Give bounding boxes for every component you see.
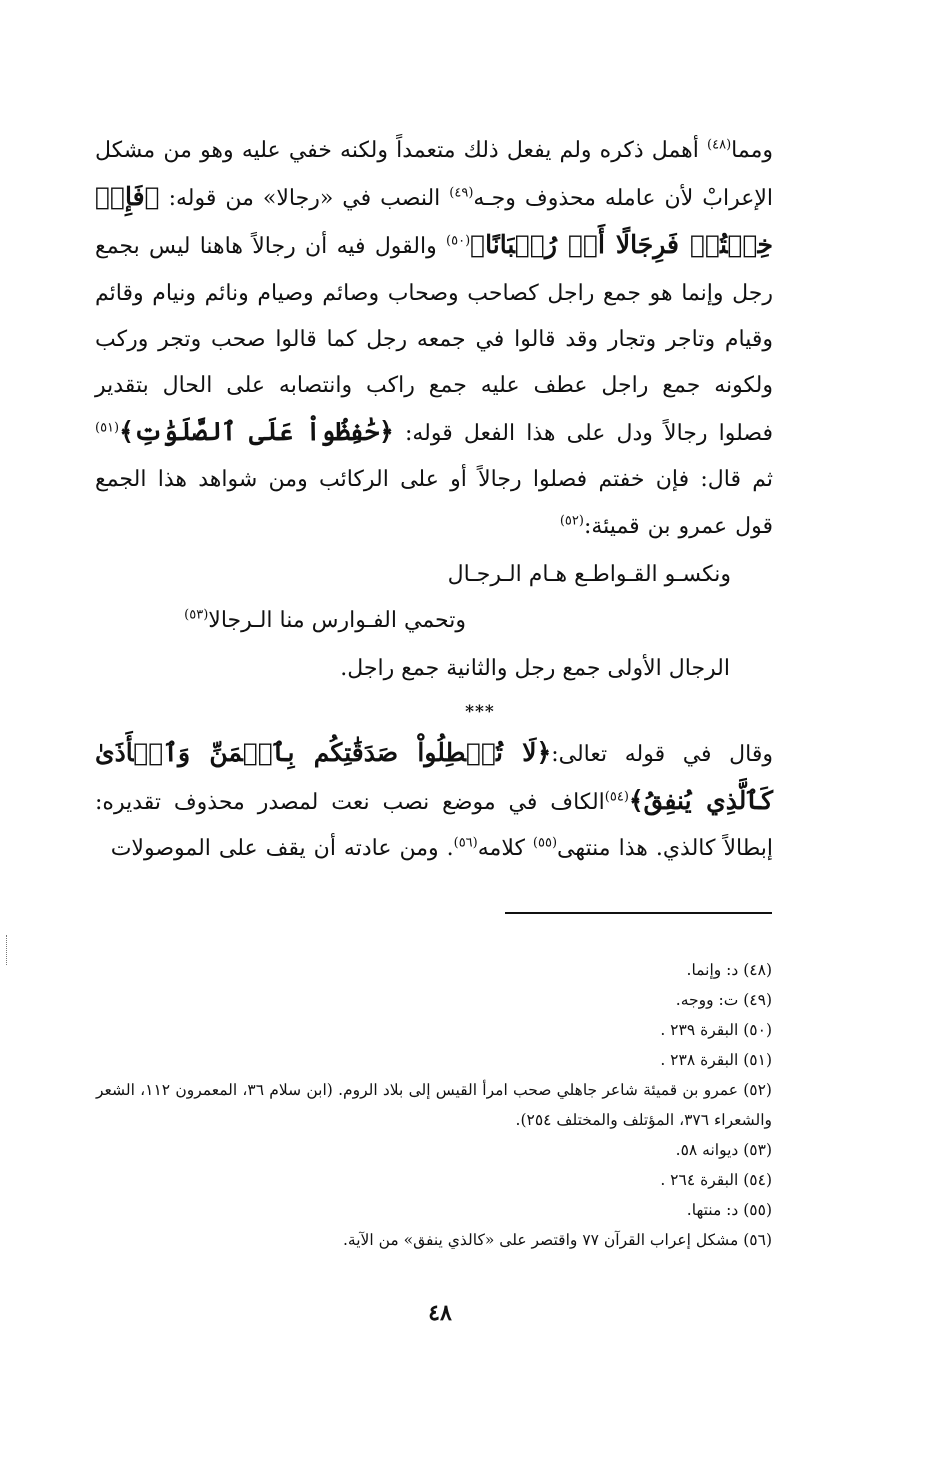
verse-text: وتحمي الفـوارس منا الـرجالا: [208, 608, 466, 633]
footnote-ref-48[interactable]: (٤٨): [707, 137, 732, 153]
footnote-ref-53[interactable]: (٥٣): [184, 607, 209, 623]
footnote-54: (٥٤) البقرة ٢٦٤ .: [660, 1171, 772, 1189]
text-segment: والقول فيه أن رجالاً هاهنا ليس بجمع رجل وإنما هو جمع راجل كصاحب وصحاب وصائم وصيام ونائم ونيام وقائم وقيام وتاجر وتجار وقد قالوا في جمعه رجل كما قالوا صحب وتجر وركب ولكونه جمع راجل عطف عليه جمع راكب وانتصابه على الحال بتقدير فصلوا رجالاً ودل على هذا الفعل قوله:: [95, 234, 773, 447]
footnote-55: (٥٥) د: منتها.: [686, 1201, 772, 1219]
main-paragraph-1: [95, 128, 773, 550]
footnote-56: (٥٦) مشكل إعراب القرآن ٧٧ واقتصر على «كالذي ينفق» من الآية.: [342, 1231, 772, 1249]
section-separator: ***: [465, 702, 495, 722]
scan-margin-mark: [6, 935, 8, 965]
footnote-ref-52[interactable]: (٥٢): [559, 513, 584, 529]
footnote-50: (٥٠) البقرة ٢٣٩ .: [660, 1021, 772, 1039]
poem-verse-line-2: [184, 598, 466, 644]
poem-verse-line-1: ونكسـو القـواطـع هـام الـرجـال: [447, 562, 731, 587]
footnote-51: (٥١) البقرة ٢٣٨ .: [660, 1051, 772, 1069]
footnote-ref-56[interactable]: (٥٦): [453, 836, 478, 852]
footnote-52: (٥٢) عمرو بن قميئة شاعر جاهلي صحب امرأ القيس إلى بلاد الروم. (ابن سلام ٣٦، المعمرون ١١٢، الشعر والشعراء ٣٧٦، المؤتلف والمختلف ٢٥٤).: [96, 1081, 772, 1129]
paragraph-body: [95, 730, 773, 873]
main-paragraph-2: [95, 730, 773, 873]
quran-quote: ﴿فَإِنۡ خِفۡتُمۡ فَرِجَالًا أَوۡ رُكۡبَانًا﴾: [95, 182, 774, 260]
text-segment: ثم قال: فإن خفتم فصلوا رجالاً أو على الركائب ومن شواهد هذا الجمع قول عمرو بن قميئة:: [95, 467, 773, 539]
footnote-ref-49[interactable]: (٤٩): [449, 185, 474, 201]
text-segment: . ومن عادته أن يقف على الموصولات: [110, 836, 454, 862]
text-segment: ومما: [731, 138, 773, 163]
footnote-divider: [505, 912, 772, 914]
text-segment: الكاف في موضع نصب نعت لمصدر محذوف تقديره: إبطالاً كالذي. هذا منتهى: [95, 790, 773, 862]
footnotes-section: [96, 955, 772, 1255]
page-number: ٤٨: [428, 1300, 452, 1326]
footnote-48: (٤٨) د: وإنما.: [686, 961, 772, 979]
text-segment: النصب في «رجالا» من قوله:: [159, 186, 450, 212]
footnote-53: (٥٣) ديوانه ٥٨.: [675, 1141, 772, 1159]
footnote-ref-50[interactable]: (٥٠): [446, 234, 471, 250]
text-segment: وقال في قوله تعالى:: [551, 742, 773, 767]
verse-explanation: الرجال الأولى جمع رجل والثانية جمع راجل.: [340, 656, 730, 681]
paragraph-body: [95, 128, 773, 550]
quran-quote: ﴿لَا تُبۡطِلُواْ صَدَقَٰتِكُم بِٱلۡمَنِّ وَٱلۡأَذَىٰ كَٱلَّذِي يُنفِقُ﴾: [95, 738, 773, 816]
footnote-ref-51[interactable]: (٥١): [95, 420, 120, 436]
footnote-ref-55[interactable]: (٥٥): [532, 836, 558, 852]
text-segment: كلامه: [477, 836, 533, 862]
text-segment: أهمل ذكره ولم يفعل ذلك متعمداً ولكنه خفي عليه وهو من مشكل الإعرابْ لأن عامله محذوف وجـه: [95, 138, 773, 212]
footnote-49: (٤٩) ت: ووجه.: [675, 991, 772, 1009]
footnote-ref-54[interactable]: (٥٤): [604, 789, 629, 805]
quran-quote: ﴿حَٰفِظُواْ عَلَى ٱلصَّلَوَٰتِ﴾: [119, 417, 394, 447]
